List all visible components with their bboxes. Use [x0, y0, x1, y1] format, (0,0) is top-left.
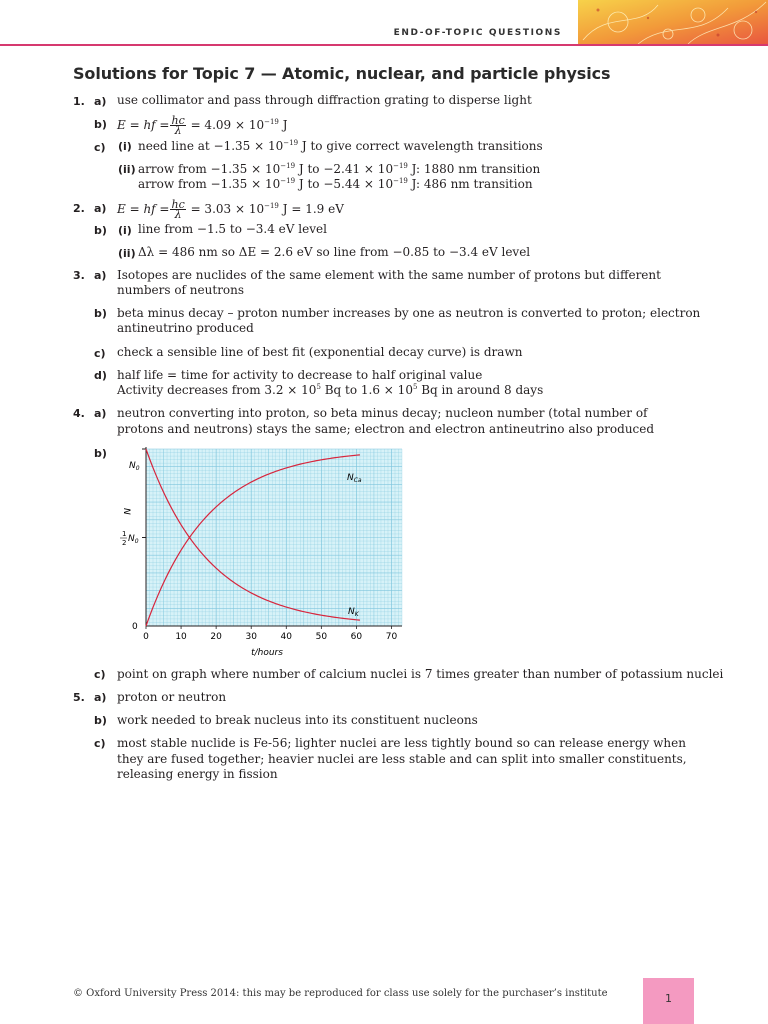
exponent: −19: [393, 177, 408, 185]
answer-text: they are fused together; heavier nuclei are less stable and can split into smaller constituents,: [117, 752, 687, 766]
x-tick-label: 30: [245, 632, 257, 642]
exponent: −19: [393, 162, 408, 170]
series-label-nca: $N_{Ca}$: [347, 473, 362, 484]
part-label: b): [94, 307, 107, 320]
exponent: 5: [316, 383, 321, 391]
subpart-label: (i): [118, 140, 132, 153]
text-segment: Bq to 1.6 × 10: [320, 383, 413, 397]
part-label: a): [94, 407, 107, 420]
text-segment: arrow from −1.35 × 10: [138, 177, 281, 191]
answer-text: proton or neutron: [117, 690, 227, 704]
half-fraction-denominator: 2: [122, 539, 127, 547]
text-segment: J: 486 nm transition: [407, 177, 533, 191]
exponent: −19: [280, 162, 296, 170]
part-label: c): [94, 141, 106, 154]
half-n0-label: $N_0$: [128, 534, 139, 545]
answer-text: [138, 139, 543, 154]
answer-text: line from −1.5 to −3.4 eV level: [138, 222, 327, 236]
decay-graph: [110, 440, 420, 662]
x-tick-label: 40: [280, 632, 293, 642]
answer-text: point on graph where number of calcium nuclei is 7 times greater than number of potassium nuclei: [117, 667, 724, 681]
answer-text: neutron converting into proton, so beta minus decay; nucleon number (total number of: [117, 406, 648, 420]
answer-text: antineutrino produced: [117, 321, 254, 335]
y-tick-label-half: [120, 530, 139, 547]
part-label: a): [94, 691, 107, 704]
copyright-notice: © Oxford University Press 2014: this may be reproduced for class use solely for the purchaser’s institute: [73, 988, 608, 999]
x-tick-label: 50: [315, 632, 328, 642]
fraction: [170, 116, 185, 135]
x-axis-label: t/hours: [251, 648, 283, 658]
decorative-header-image: [578, 0, 768, 44]
answer-text: most stable nuclide is Fe-56; lighter nuclei are less tightly bound so can release energy when: [117, 736, 686, 750]
part-label: c): [94, 347, 106, 360]
part-label: b): [94, 447, 107, 460]
page-number-box: [643, 978, 694, 1024]
page-number: 1: [665, 992, 672, 1005]
x-tick-label: 70: [385, 632, 398, 642]
text-segment: J to −5.44 × 10: [295, 177, 394, 191]
chart-svg: [110, 440, 420, 662]
header-rule: [0, 44, 768, 46]
answer-text: check a sensible line of best fit (exponential decay curve) is drawn: [117, 345, 523, 359]
text-segment: Bq in around 8 days: [417, 383, 544, 397]
exponent: −19: [264, 202, 279, 210]
question-number: 2.: [73, 202, 85, 215]
part-label: b): [94, 224, 107, 237]
x-tick-labels: [143, 626, 397, 642]
question-number: 5.: [73, 691, 85, 704]
part-label: c): [94, 737, 106, 750]
answer-text: beta minus decay – proton number increases by one as neutron is converted to proton; electron: [117, 306, 701, 320]
answer-text: Δλ = 486 nm so ΔE = 2.6 eV so line from −0.85 to −3.4 eV level: [138, 245, 531, 259]
question-number: 3.: [73, 269, 85, 282]
text-segment: J to −2.41 × 10: [295, 162, 394, 176]
answer-text: numbers of neutrons: [117, 283, 245, 297]
subpart-label: (i): [118, 224, 132, 237]
answer-text: protons and neutrons) stays the same; electron and electron antineutrino also produced: [117, 422, 655, 436]
answer-text: [138, 177, 533, 192]
y-tick-label-zero: 0: [132, 622, 138, 632]
equation: [117, 116, 288, 135]
text-segment: arrow from −1.35 × 10: [138, 162, 281, 176]
x-tick-label: 60: [350, 632, 363, 642]
part-label: c): [94, 668, 106, 681]
x-tick-label: 20: [210, 632, 222, 642]
fraction: [170, 200, 185, 219]
part-label: d): [94, 369, 107, 382]
exponent: −19: [283, 139, 299, 147]
fraction-denominator: λ: [174, 124, 182, 137]
subpart-label: (ii): [118, 247, 136, 260]
fraction-denominator: λ: [174, 208, 182, 221]
text-segment: need line at −1.35 × 10: [138, 139, 284, 153]
text-segment: J: 1880 nm transition: [407, 162, 541, 176]
exponent: −19: [264, 118, 279, 126]
unit: J: [278, 118, 288, 132]
exponent: 5: [412, 383, 418, 391]
x-tick-label: 10: [175, 632, 187, 642]
x-tick-label: 0: [143, 632, 149, 642]
fraction-numerator: hc: [171, 114, 185, 127]
answer-text: releasing energy in fission: [117, 767, 278, 781]
section-label: END-OF-TOPIC QUESTIONS: [393, 28, 562, 38]
equation-lhs: E = hf =: [117, 202, 170, 216]
subpart-label: (ii): [118, 163, 136, 176]
equation: [117, 200, 344, 219]
question-number: 4.: [73, 407, 85, 420]
y-axis-label: N: [121, 508, 131, 515]
answer-text: work needed to break nucleus into its constituent nucleons: [117, 713, 478, 727]
question-number: 1.: [73, 95, 85, 108]
answer-text: use collimator and pass through diffraction grating to disperse light: [117, 93, 532, 107]
fraction-numerator: hc: [171, 198, 185, 211]
answer-text: Isotopes are nuclides of the same element with the same number of protons but different: [117, 268, 661, 282]
answer-text: [138, 162, 540, 177]
part-label: b): [94, 118, 107, 131]
series-label-nk: $N_K$: [348, 607, 359, 618]
part-label: a): [94, 202, 107, 215]
half-fraction-numerator: 1: [122, 530, 127, 538]
y-tick-label-n0: $N_0$: [129, 461, 140, 472]
text-segment: J to give correct wavelength transitions: [298, 139, 543, 153]
page-title: Solutions for Topic 7 — Atomic, nuclear, and particle physics: [73, 64, 611, 83]
equation-lhs: E = hf =: [117, 118, 170, 132]
part-label: b): [94, 714, 107, 727]
answer-text: half life = time for activity to decrease to half original value: [117, 368, 483, 382]
equation-rhs: = 4.09 × 10: [190, 118, 265, 132]
answer-text: [117, 383, 543, 398]
part-label: a): [94, 95, 107, 108]
text-segment: Activity decreases from 3.2 × 10: [117, 383, 317, 397]
part-label: a): [94, 269, 107, 282]
exponent: −19: [280, 177, 296, 185]
equation-rhs: = 3.03 × 10: [190, 202, 265, 216]
text-segment: J = 1.9 eV: [278, 202, 344, 216]
